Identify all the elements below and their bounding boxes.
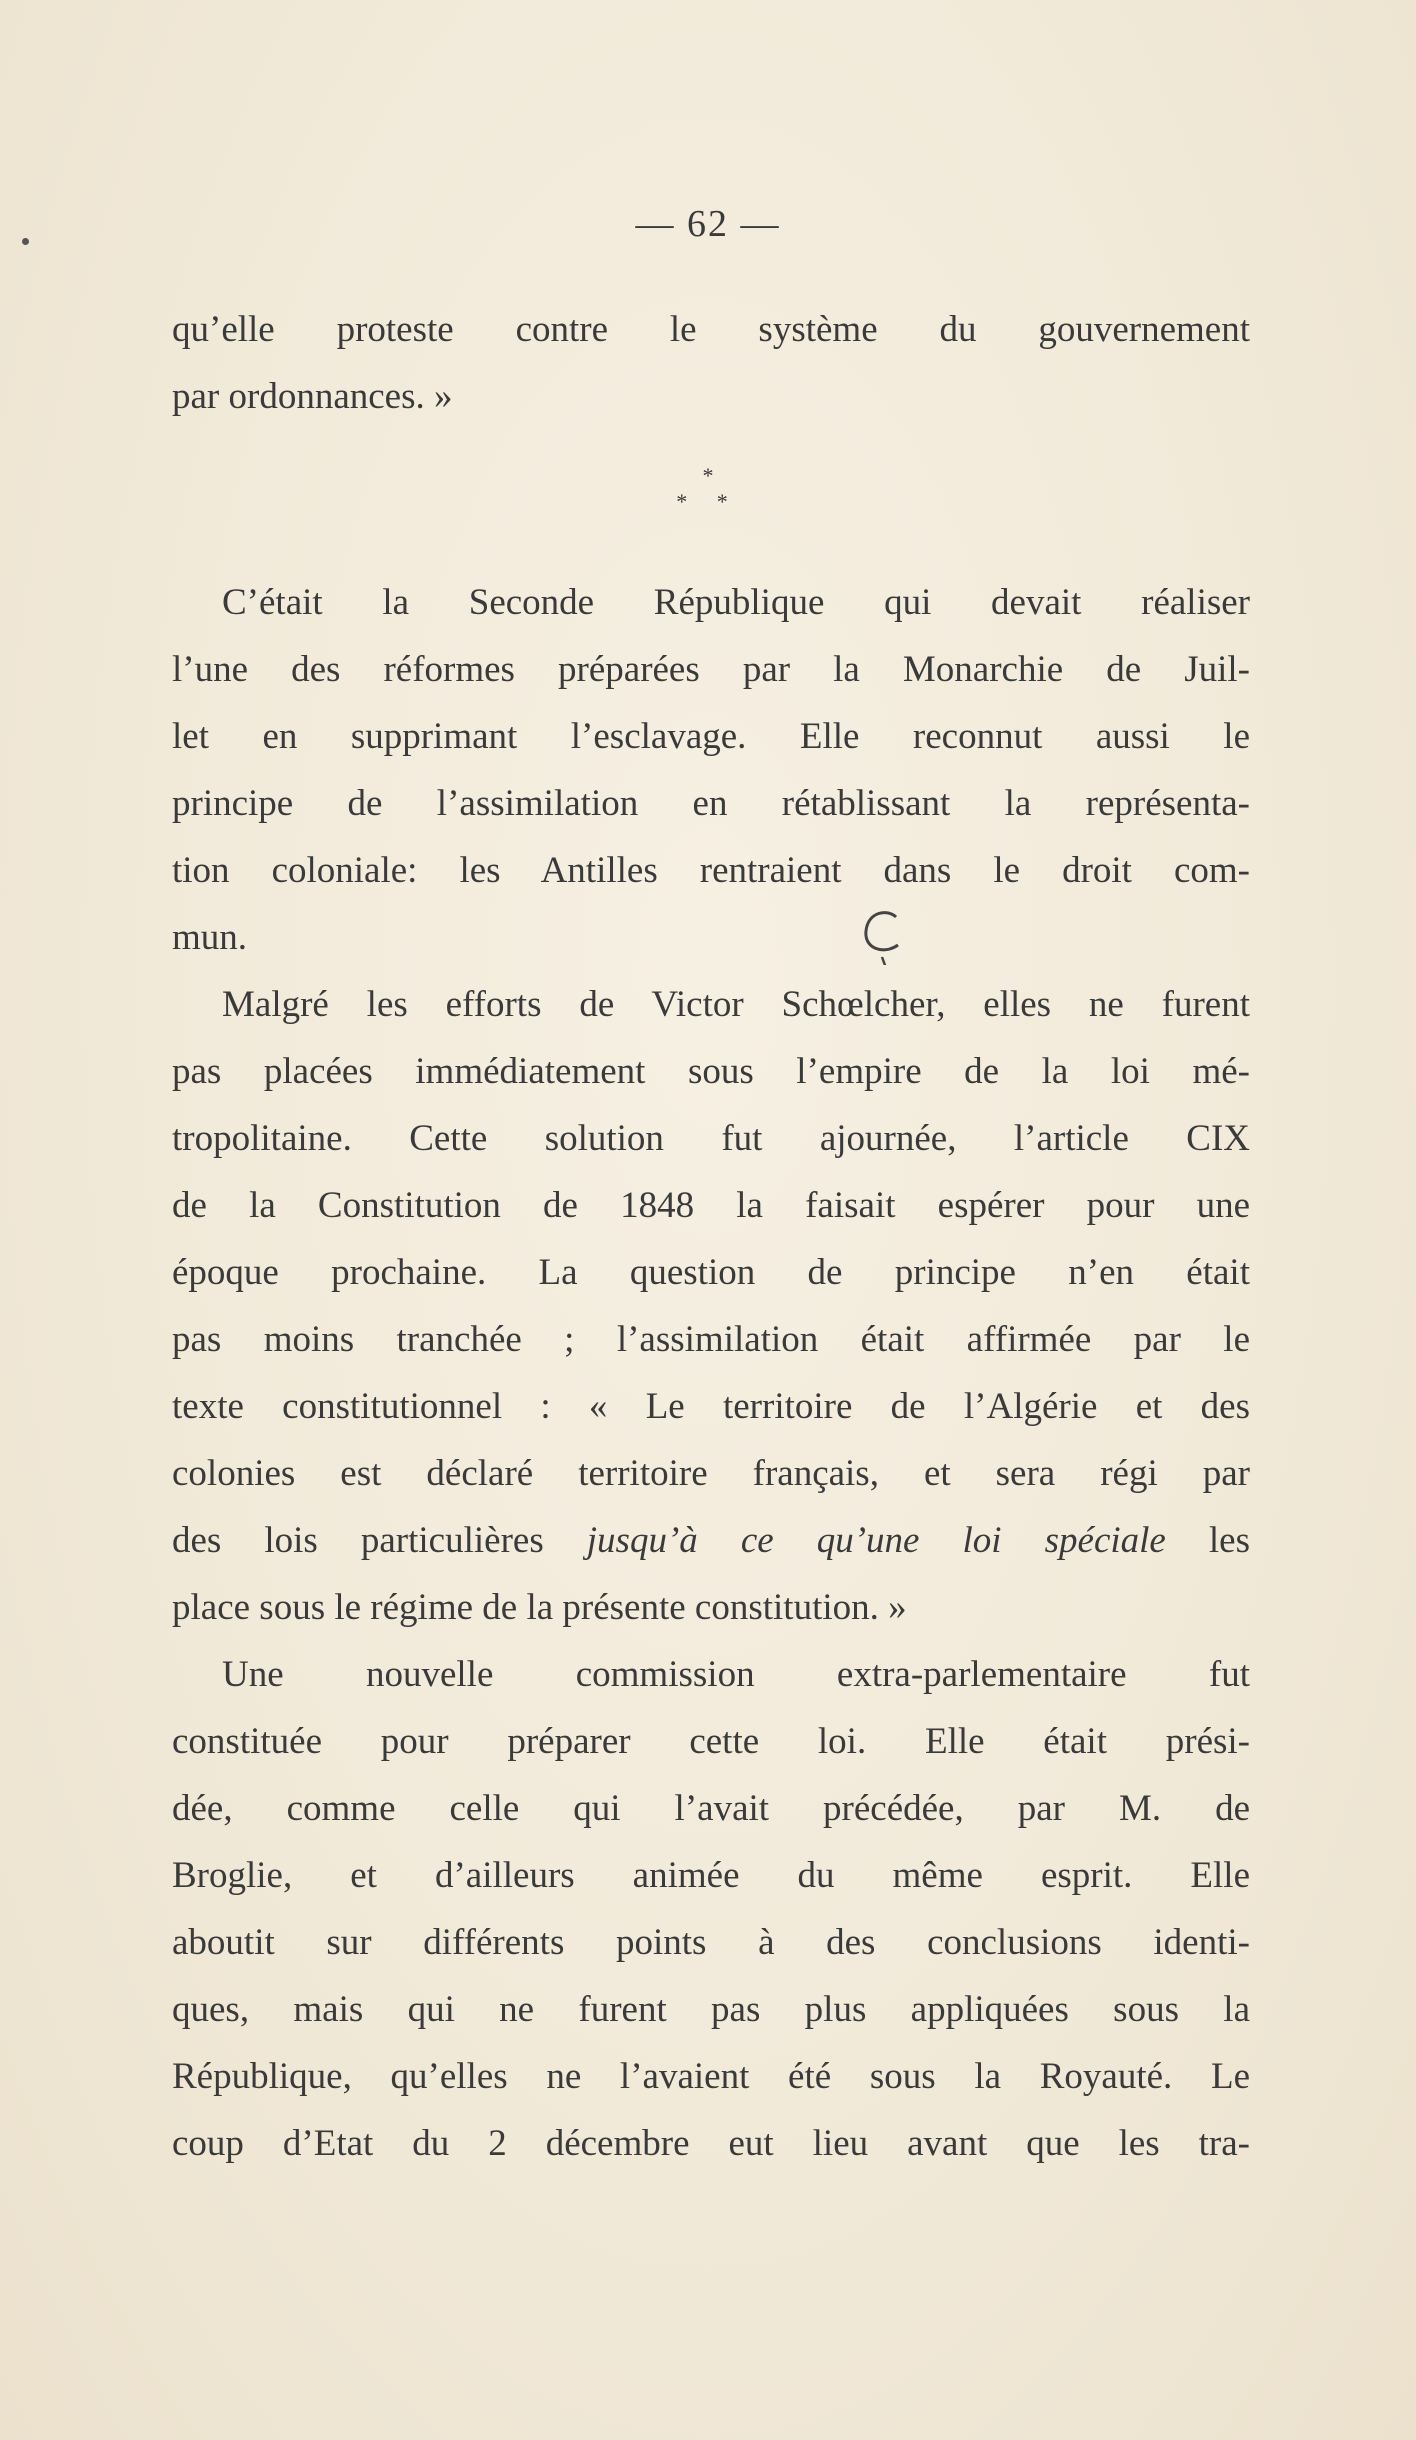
text-line-with-italic — [172, 1516, 1250, 1566]
text-line: pas placées immédiatement sous l’empire de la loi mé- — [172, 1051, 1250, 1092]
text-line: mun. — [172, 917, 248, 958]
text-line: Malgré les efforts de Victor Schœlcher, elles ne furent — [222, 984, 1250, 1025]
text-line: place sous le régime de la présente constitution. » — [172, 1587, 907, 1628]
text-line: République, qu’elles ne l’avaient été sous la Royauté. Le — [172, 2056, 1250, 2097]
text-line: l’une des réformes préparées par la Monarchie de Juil- — [172, 649, 1250, 690]
text-line: constituée pour préparer cette loi. Elle était prési- — [172, 1721, 1250, 1762]
text-line: colonies est déclaré territoire français, et sera régi par — [172, 1453, 1250, 1494]
text-line: tropolitaine. Cette solution fut ajournée, l’article CIX — [172, 1118, 1250, 1159]
text-run: les — [1165, 1520, 1250, 1561]
text-line: époque prochaine. La question de principe n’en était — [172, 1252, 1250, 1293]
text-line: C’était la Seconde République qui devait réaliser — [222, 582, 1250, 623]
star-bottom: * * — [676, 489, 740, 514]
star-top: * — [702, 463, 714, 488]
text-line: principe de l’assimilation en rétablissant la représenta- — [172, 783, 1250, 824]
text-line: de la Constitution de 1848 la faisait espérer pour une — [172, 1185, 1250, 1226]
text-line: pas moins tranchée ; l’assimilation était affirmée par le — [172, 1319, 1250, 1360]
text-line: dée, comme celle qui l’avait précédée, par M. de — [172, 1788, 1250, 1829]
text-line: par ordonnances. » — [172, 376, 453, 417]
text-line: let en supprimant l’esclavage. Elle reconnut aussi le — [172, 716, 1250, 757]
text-run: des lois particulières — [172, 1520, 587, 1561]
text-line: coup d’Etat du 2 décembre eut lieu avant que les tra- — [172, 2123, 1250, 2164]
text-line: texte constitutionnel : « Le territoire de l’Algérie et des — [172, 1386, 1250, 1427]
text-line: tion coloniale: les Antilles rentraient dans le droit com- — [172, 850, 1250, 891]
text-line: ques, mais qui ne furent pas plus appliquées sous la — [172, 1989, 1250, 2030]
page-number: — 62 — — [635, 203, 781, 245]
text-line: Broglie, et d’ailleurs animée du même esprit. Elle — [172, 1855, 1250, 1896]
text-line: qu’elle proteste contre le système du gouvernement — [172, 309, 1250, 350]
italic-phrase: jusqu’à ce qu’une loi spéciale — [586, 1520, 1166, 1561]
handwritten-correction-mark — [858, 905, 908, 965]
text-line: Une nouvelle commission extra-parlementaire fut — [222, 1654, 1250, 1695]
text-line: aboutit sur différents points à des conclusions identi- — [172, 1922, 1250, 1963]
section-separator-stars — [0, 465, 1416, 513]
